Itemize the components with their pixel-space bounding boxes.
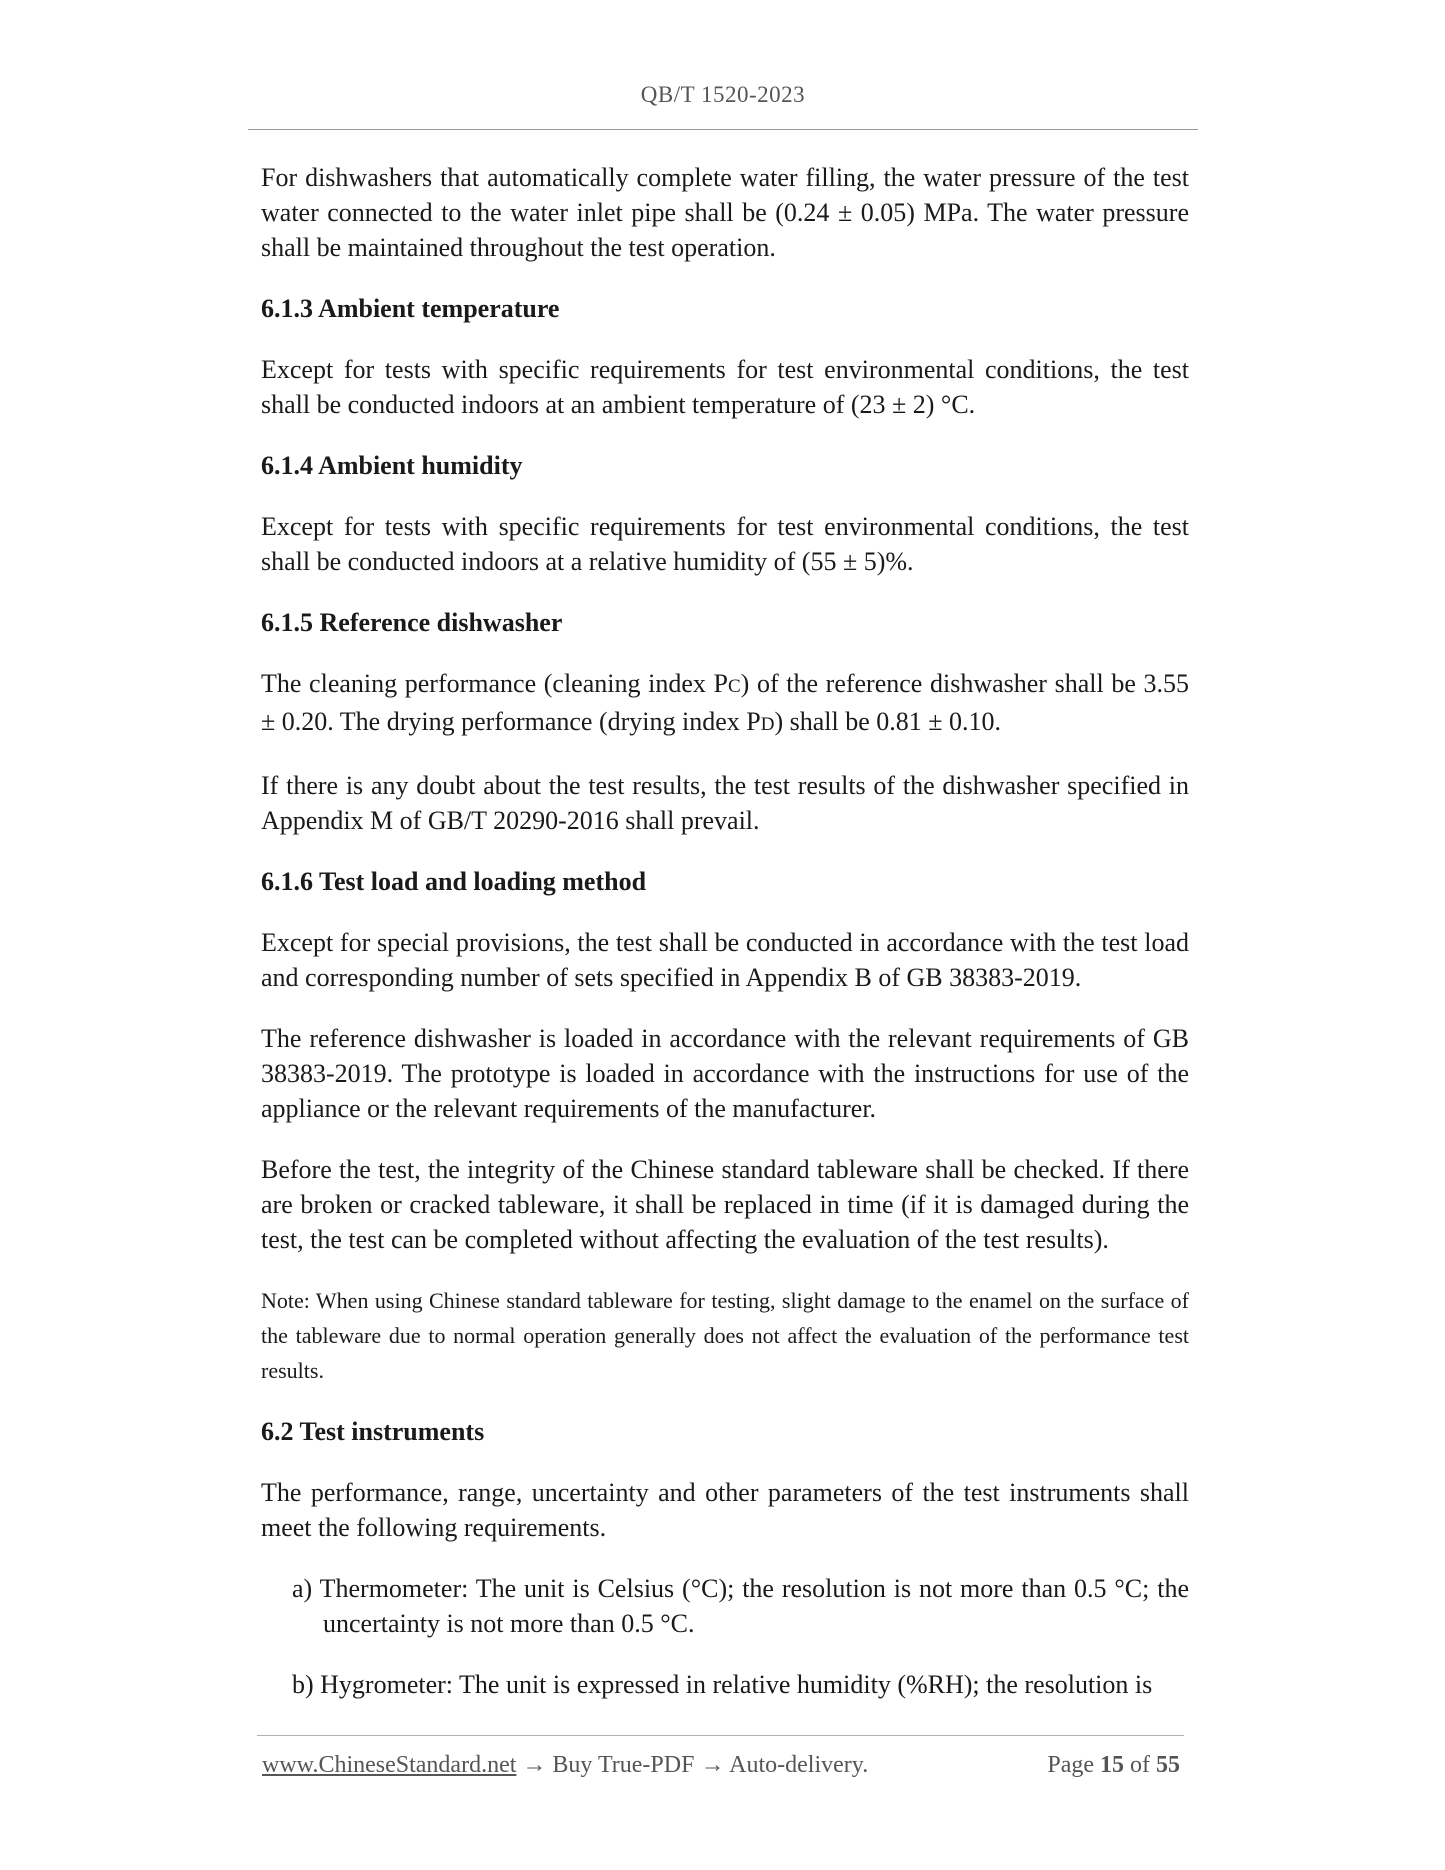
text-segment: ) shall be 0.81 ± 0.10.	[774, 707, 1002, 736]
subscript-d: D	[760, 714, 775, 735]
footer-delivery-text: Auto-delivery.	[729, 1752, 869, 1778]
document-header: QB/T 1520-2023	[640, 82, 806, 107]
heading-ambient-temperature: 6.1.3 Ambient temperature	[261, 294, 560, 323]
page-label: Page	[1047, 1752, 1100, 1778]
footer-divider	[257, 1735, 1184, 1736]
heading-ambient-humidity: 6.1.4 Ambient humidity	[261, 451, 523, 480]
arrow-icon: →	[694, 1752, 730, 1778]
paragraph-ambient-humidity: Except for tests with specific requirements for test environmental conditions, the test shall be conducted indoors at a relative humidity of (55 ± 5)%.	[261, 512, 1189, 576]
paragraph-water-pressure: For dishwashers that automatically complete water filling, the water pressure of the test water connected to the water inlet pipe shall be (0.24 ± 0.05) MPa. The water pressure shall be maintained throughout the test operation.	[261, 163, 1189, 262]
paragraph-test-load-3: Before the test, the integrity of the Chinese standard tableware shall be checked. If there are broken or cracked tableware, it shall be replaced in time (if it is damaged during the test, the test can be completed without affecting the evaluation of the test results).	[261, 1155, 1189, 1254]
note-tableware: Note: When using Chinese standard tableware for testing, slight damage to the enamel on the surface of the tableware due to normal operation generally does not affect the evaluation of the performance test results.	[261, 1288, 1189, 1383]
paragraph-test-load-1: Except for special provisions, the test shall be conducted in accordance with the test load and corresponding number of sets specified in Appendix B of GB 38383-2019.	[261, 928, 1189, 992]
text-segment: The cleaning performance (cleaning index P	[261, 669, 728, 698]
website-link[interactable]: www.ChineseStandard.net	[262, 1752, 517, 1778]
footer-promo	[262, 1752, 868, 1779]
list-item-hygrometer: b) Hygrometer: The unit is expressed in relative humidity (%RH); the resolution is	[292, 1670, 1153, 1699]
heading-test-load: 6.1.6 Test load and loading method	[261, 867, 647, 896]
heading-reference-dishwasher: 6.1.5 Reference dishwasher	[261, 608, 563, 637]
paragraph-reference-doubt: If there is any doubt about the test results, the test results of the dishwasher specified in Appendix M of GB/T 20290-2016 shall prevail.	[261, 771, 1189, 835]
page-body	[261, 160, 1189, 1728]
heading-test-instruments: 6.2 Test instruments	[261, 1417, 485, 1446]
paragraph-ambient-temperature: Except for tests with specific requirements for test environmental conditions, the test shall be conducted indoors at an ambient temperature of (23 ± 2) °C.	[261, 355, 1189, 419]
subscript-c: C	[727, 676, 741, 697]
paragraph-test-instruments: The performance, range, uncertainty and other parameters of the test instruments shall meet the following requirements.	[261, 1478, 1189, 1542]
footer-buy-text: Buy True-PDF	[552, 1752, 695, 1778]
page-number	[1047, 1752, 1180, 1779]
total-pages: 55	[1156, 1752, 1180, 1778]
header-divider	[248, 129, 1198, 130]
list-item-thermometer: a) Thermometer: The unit is Celsius (°C); the resolution is not more than 0.5 °C; the uncertainty is not more than 0.5 °C.	[292, 1574, 1189, 1638]
arrow-icon: →	[516, 1752, 553, 1778]
of-label: of	[1124, 1752, 1156, 1778]
paragraph-test-load-2: The reference dishwasher is loaded in accordance with the relevant requirements of GB 38383-2019. The prototype is loaded in accordance with the instructions for use of the appliance or the relevant requirements of the manufacturer.	[261, 1024, 1189, 1123]
text-segment: ) of the reference dishwasher shall be 3.55 ± 0.20. The drying performance (drying index P	[261, 669, 1190, 736]
current-page: 15	[1100, 1752, 1124, 1778]
paragraph-reference-dishwasher	[261, 666, 1189, 742]
